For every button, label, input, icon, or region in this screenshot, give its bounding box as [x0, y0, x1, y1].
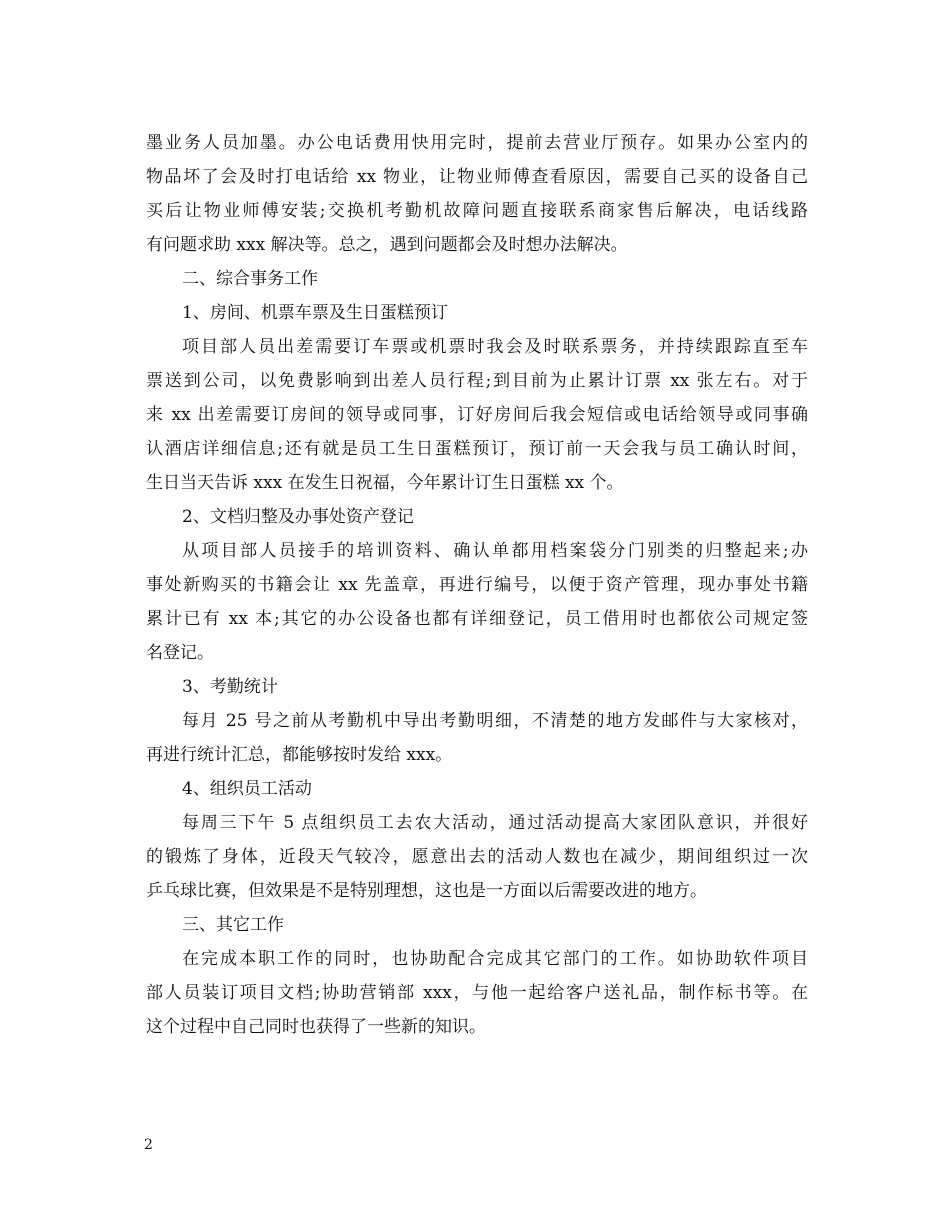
section-heading: 三、其它工作: [182, 915, 284, 935]
paragraph-line: 认酒店详细信息;还有就是员工生日蛋糕预订，预订前一天会我与员工确认时间，: [146, 439, 808, 459]
paragraph-line: 这个过程中自己同时也获得了一些新的知识。: [146, 1017, 486, 1037]
paragraph-line: 累计已有 xx 本;其它的办公设备也都有详细登记，员工借用时也都依公司规定签: [146, 609, 808, 629]
paragraph-line: 在完成本职工作的同时，也协助配合完成其它部门的工作。如协助软件项目: [182, 949, 808, 969]
subsection-heading: 3、考勤统计: [182, 677, 278, 697]
paragraph-line: 乒乓球比赛，但效果是不是特别理想，这也是一方面以后需要改进的地方。: [146, 881, 707, 901]
paragraph-line: 部人员装订项目文档;协助营销部 xxx，与他一起给客户送礼品，制作标书等。在: [146, 983, 808, 1003]
paragraph-line: 物品坏了会及时打电话给 xx 物业，让物业师傅查看原因，需要自己买的设备自己: [146, 167, 808, 187]
subsection-heading: 2、文档归整及办事处资产登记: [182, 507, 414, 527]
paragraph-line: 来 xx 出差需要订房间的领导或同事，订好房间后我会短信或电话给领导或同事确: [146, 405, 808, 425]
subsection-heading: 1、房间、机票车票及生日蛋糕预订: [182, 303, 448, 323]
subsection-heading: 4、组织员工活动: [182, 779, 312, 799]
paragraph-line: 生日当天告诉 xxx 在发生日祝福，今年累计订生日蛋糕 xx 个。: [146, 473, 624, 493]
paragraph-line: 每月 25 号之前从考勤机中导出考勤明细，不清楚的地方发邮件与大家核对，: [182, 711, 808, 731]
page-number: 2: [144, 1137, 153, 1153]
paragraph-line: 有问题求助 xxx 解决等。总之，遇到问题都会及时想办法解决。: [146, 235, 628, 255]
paragraph-line: 买后让物业师傅安装;交换机考勤机故障问题直接联系商家售后解决，电话线路: [146, 201, 808, 221]
paragraph-line: 事处新购买的书籍会让 xx 先盖章，再进行编号，以便于资产管理，现办事处书籍: [146, 575, 808, 595]
paragraph-line: 项目部人员出差需要订车票或机票时我会及时联系票务，并持续跟踪直至车: [182, 337, 808, 357]
paragraph-line: 每周三下午 5 点组织员工去农大活动，通过活动提高大家团队意识，并很好: [182, 813, 808, 833]
paragraph-line: 再进行统计汇总，都能够按时发给 xxx。: [146, 745, 453, 765]
document-body: [146, 128, 808, 1043]
paragraph-line: 墨业务人员加墨。办公电话费用快用完时，提前去营业厅预存。如果办公室内的: [146, 133, 808, 153]
paragraph-line: 从项目部人员接手的培训资料、确认单都用档案袋分门别类的归整起来;办: [182, 541, 808, 561]
paragraph-line: 票送到公司，以免费影响到出差人员行程;到目前为止累计订票 xx 张左右。对于: [146, 371, 808, 391]
paragraph-line: 名登记。: [146, 643, 214, 663]
paragraph-line: 的锻炼了身体，近段天气较冷，愿意出去的活动人数也在减少，期间组织过一次: [146, 847, 808, 867]
section-heading: 二、综合事务工作: [182, 269, 318, 289]
